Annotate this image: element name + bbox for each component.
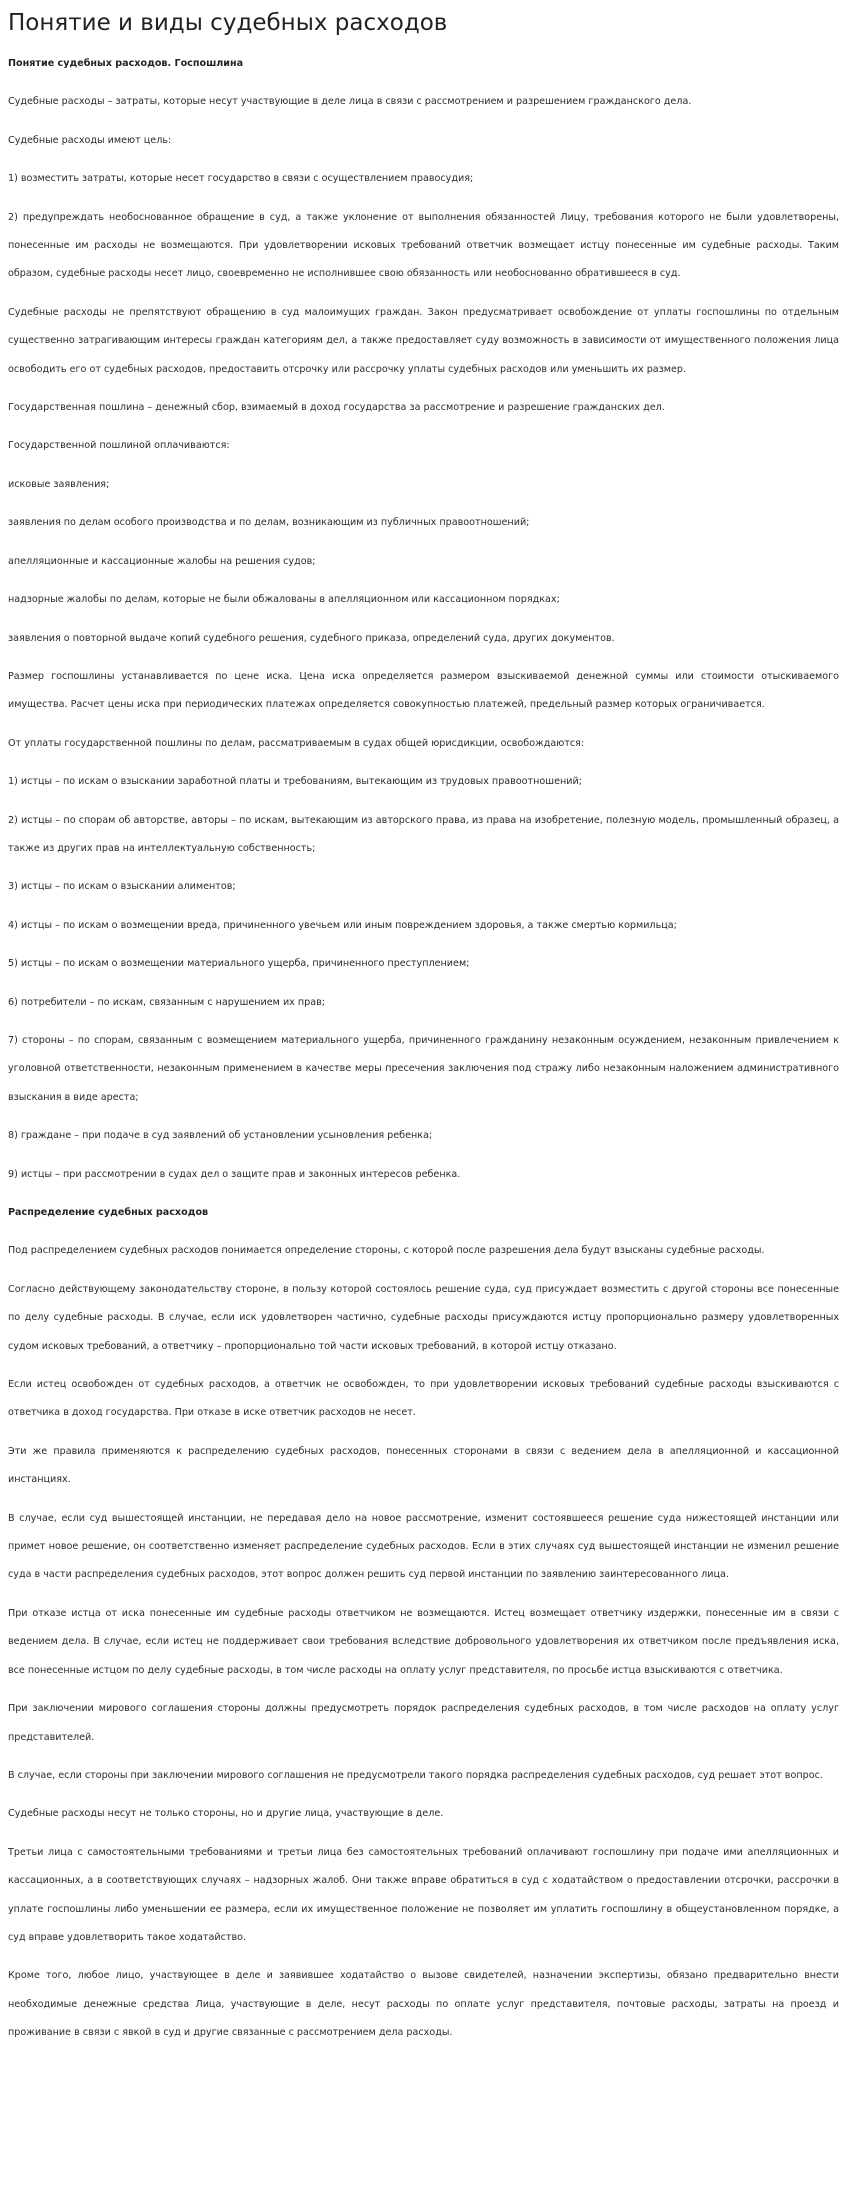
paragraph: 6) потребители – по искам, связанным с нарушением их прав; bbox=[8, 996, 326, 1008]
paragraph: Кроме того, любое лицо, участвующее в деле и заявившее ходатайство о вызове свидетелей, назначении экспертизы, обязано предварительно внести необходимые денежные средства Лица, участвующие в деле, несут расходы по оплате услуг представителя, почтовые расходы, затраты на проезд и проживание в связи с явкой в суд и другие связанные с рассмотрением дела расходы. bbox=[8, 1970, 839, 2039]
section-heading: Распределение судебных расходов bbox=[8, 1207, 209, 1218]
paragraph: Третьи лица с самостоятельными требованиями и третьи лица без самостоятельных требований оплачивают госпошлину при подаче ими апелляционных и кассационных, а в соответствующих случаях – надзорных жалоб. Они также вправе обратиться в суд с ходатайством о предоставлении отсрочки, рассрочки в уплате госпошлины либо уменьшении ее размера, если их имущественное положение не позволяет им уплатить госпошлину в общеустановленном порядке, а суд вправе удовлетворить такое ходатайство. bbox=[8, 1846, 839, 1943]
paragraph: От уплаты государственной пошлины по делам, рассматриваемым в судах общей юрисдикции, освобождаются: bbox=[8, 737, 585, 749]
paragraph: Эти же правила применяются к распределению судебных расходов, понесенных сторонами в связи с ведением дела в апелляционной и кассационной инстанциях. bbox=[8, 1445, 839, 1486]
paragraph: Согласно действующему законодательству стороне, в пользу которой состоялось решение суда, суд присуждает возместить с другой стороны все понесенные по делу судебные расходы. В случае, если иск удовлетворен частично, судебные расходы присуждаются истцу пропорционально размеру удовлетворенных судом исковых требований, а ответчику – пропорционально той части исковых требований, в которой истцу отказано. bbox=[8, 1283, 839, 1352]
paragraph: Под распределением судебных расходов понимается определение стороны, с которой после разрешения дела будут взысканы судебные расходы. bbox=[8, 1245, 765, 1257]
paragraph: Если истец освобожден от судебных расходов, а ответчик не освобожден, то при удовлетворении исковых требований судебные расходы взыскиваются с ответчика в доход государства. При отказе в иске ответчик расходов не несет. bbox=[8, 1379, 839, 1419]
paragraph: заявления по делам особого производства и по делам, возникающим из публичных правоотношений; bbox=[8, 517, 530, 529]
paragraph: Судебные расходы не препятствуют обращению в суд малоимущих граждан. Закон предусматривает освобождение от уплаты госпошлины по отдельным существенно затрагивающим интересы граждан категориям дел, а также предоставляет суду возможность в зависимости от имущественного положения лица освободить его от судебных расходов, предоставить отсрочку или рассрочку уплаты судебных расходов или уменьшить их размер. bbox=[8, 306, 839, 375]
paragraph: Судебные расходы несут не только стороны, но и другие лица, участвующие в деле. bbox=[8, 1808, 444, 1820]
article-body bbox=[8, 50, 839, 2048]
paragraph: 1) истцы – по искам о взыскании заработной платы и требованиям, вытекающим из трудовых правоотношений; bbox=[8, 776, 582, 788]
paragraph: 9) истцы – при рассмотрении в судах дел о защите прав и законных интересов ребенка. bbox=[8, 1168, 461, 1180]
paragraph: 3) истцы – по искам о взыскании алиментов; bbox=[8, 881, 236, 893]
paragraph: При заключении мирового соглашения стороны должны предусмотреть порядок распределения судебных расходов, в том числе расходов на оплату услуг представителей. bbox=[8, 1703, 839, 1743]
paragraph: Судебные расходы имеют цель: bbox=[8, 134, 172, 146]
paragraph: исковые заявления; bbox=[8, 478, 110, 490]
paragraph: Размер госпошлины устанавливается по цене иска. Цена иска определяется размером взыскиваемой денежной суммы или стоимости отыскиваемого имущества. Расчет цены иска при периодических платежах определяется совокупностью платежей, предельный размер которых ограничивается. bbox=[8, 670, 839, 711]
paragraph: 7) стороны – по спорам, связанным с возмещением материального ущерба, причиненного гражданину незаконным осуждением, незаконным привлечением к уголовной ответственности, незаконным применением в качестве меры пресечения заключения под стражу либо незаконным наложением административного взыскания в виде ареста; bbox=[8, 1034, 839, 1103]
paragraph: 5) истцы – по искам о возмещении материального ущерба, причиненного преступлением; bbox=[8, 958, 470, 970]
paragraph: В случае, если суд вышестоящей инстанции, не передавая дело на новое рассмотрение, изменит состоявшееся решение суда нижестоящей инстанции или примет новое решение, он соответственно изменяет распределение судебных расходов. Если в этих случаях суд вышестоящей инстанции не изменил решение суда в части распределения судебных расходов, этот вопрос должен решить суд первой инстанции по заявлению заинтересованного лица. bbox=[8, 1512, 839, 1581]
page-title: Понятие и виды судебных расходов bbox=[8, 10, 448, 36]
paragraph: Государственной пошлиной оплачиваются: bbox=[8, 440, 230, 452]
paragraph: заявления о повторной выдаче копий судебного решения, судебного приказа, определений суда, других документов. bbox=[8, 632, 615, 644]
paragraph: надзорные жалобы по делам, которые не были обжалованы в апелляционном или кассационном порядках; bbox=[8, 594, 560, 606]
paragraph: 4) истцы – по искам о возмещении вреда, причиненного увечьем или иным повреждением здоровья, а также смертью кормильца; bbox=[8, 919, 677, 931]
paragraph: При отказе истца от иска понесенные им судебные расходы ответчиком не возмещаются. Истец возмещает ответчику издержки, понесенные им в связи с ведением дела. В случае, если истец не поддерживает свои требования вследствие добровольного удовлетворения их ответчиком после предъявления иска, все понесенные истцом по делу судебные расходы, в том числе расходы на оплату услуг представителя, по просьбе истца взыскиваются с ответчика. bbox=[8, 1607, 839, 1676]
paragraph: Государственная пошлина – денежный сбор, взимаемый в доход государства за рассмотрение и разрешение гражданских дел. bbox=[8, 402, 665, 414]
paragraph: 2) истцы – по спорам об авторстве, авторы – по искам, вытекающим из авторского права, из права на изобретение, полезную модель, промышленный образец, а также из других прав на интеллектуальную собственность; bbox=[8, 814, 839, 854]
paragraph: 2) предупреждать необоснованное обращение в суд, а также уклонение от выполнения обязанностей Лицу, требования которого не были удовлетворены, понесенные им расходы не возмещаются. При удовлетворении исковых требований ответчик возмещает истцу понесенные им судебные расходы. Таким образом, судебные расходы несет лицо, своевременно не исполнившее свою обязанность или необоснованно обратившееся в суд. bbox=[8, 211, 839, 280]
paragraph: 8) граждане – при подаче в суд заявлений об установлении усыновления ребенка; bbox=[8, 1130, 433, 1142]
paragraph: Судебные расходы – затраты, которые несут участвующие в деле лица в связи с рассмотрением и разрешением гражданского дела. bbox=[8, 96, 692, 108]
paragraph: 1) возместить затраты, которые несет государство в связи с осуществлением правосудия; bbox=[8, 173, 474, 185]
section-heading: Понятие судебных расходов. Госпошлина bbox=[8, 58, 244, 69]
paragraph: апелляционные и кассационные жалобы на решения судов; bbox=[8, 555, 316, 567]
paragraph: В случае, если стороны при заключении мирового соглашения не предусмотрели такого порядка распределения судебных расходов, суд решает этот вопрос. bbox=[8, 1769, 823, 1781]
